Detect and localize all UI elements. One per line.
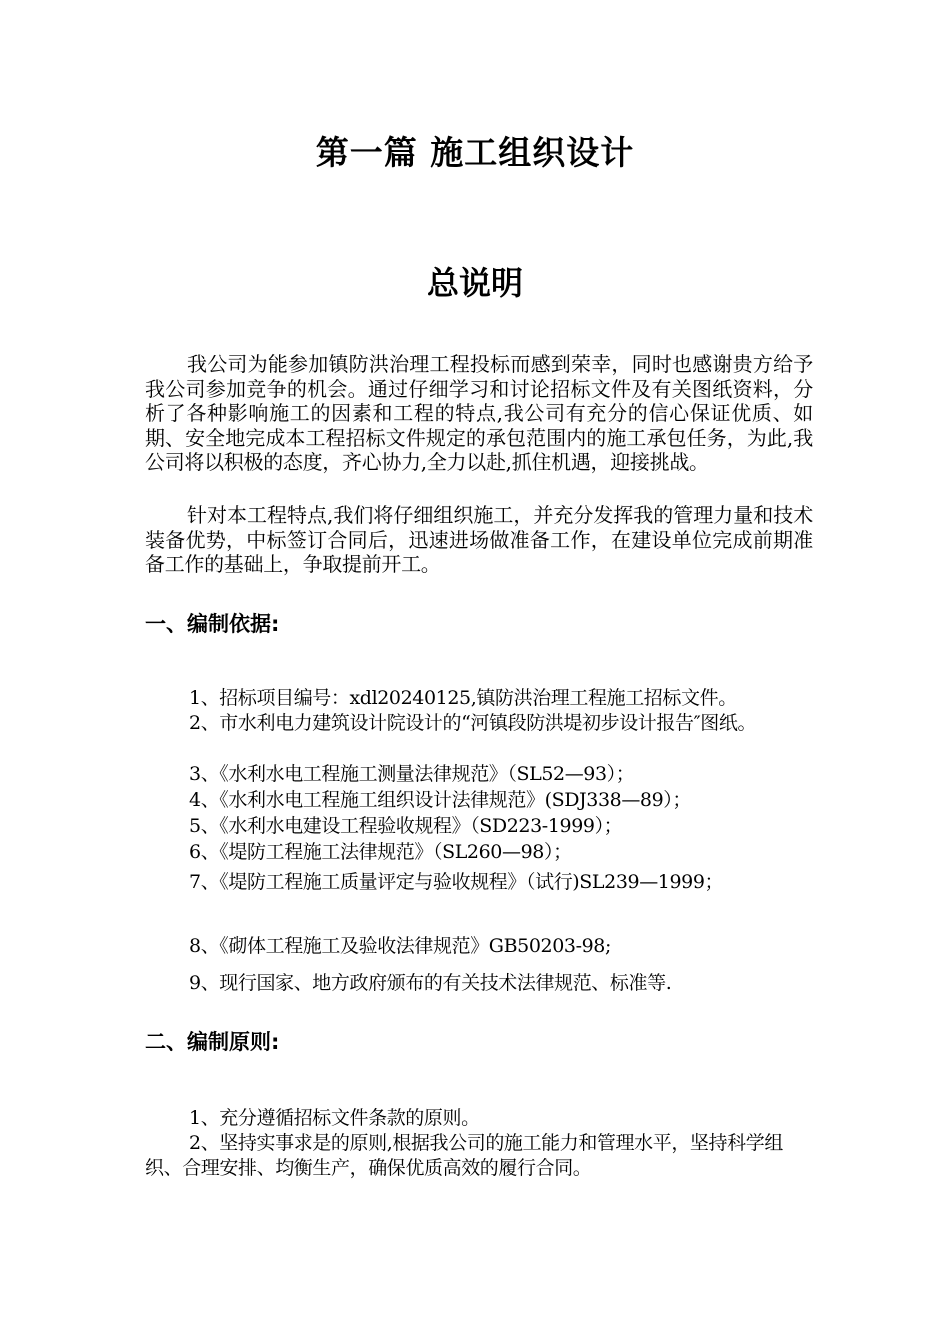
basis-item-6: 6、《堤防工程施工法律规范》（SL260—98）；: [189, 841, 572, 863]
section-heading-basis: 一、编制依据:: [145, 612, 280, 636]
intro-paragraph-2: 针对本工程特点,我们将仔细组织施工，并充分发挥我的管理力量和技术装备优势，中标签订合同后，迅速进场做准备工作，在建设单位完成前期准备工作的基础上，争取提前开工。: [145, 503, 813, 576]
basis-item-2: 2、市水利电力建筑设计院设计的“河镇段防洪堤初步设计报告″图纸。: [189, 712, 757, 734]
basis-item-8: 8、《砌体工程施工及验收法律规范》GB50203-98;: [189, 935, 611, 957]
basis-item-5: 5、《水利水电建设工程验收规程》（SD223-1999）；: [189, 815, 623, 837]
principle-item-2: 2、坚持实事求是的原则,根据我公司的施工能力和管理水平，坚持科学组织、合理安排、均衡生产，确保优质高效的履行合同。: [145, 1132, 783, 1179]
basis-item-7: 7、《堤防工程施工质量评定与验收规程》（试行)SL239—1999；: [189, 871, 724, 893]
document-sub-title: 总说明: [426, 264, 523, 302]
intro-paragraph-1: 我公司为能参加镇防洪治理工程投标而感到荣幸，同时也感谢贵方给予我公司参加竞争的机会。通过仔细学习和讨论招标文件及有关图纸资料，分析了各种影响施工的因素和工程的特点,我公司有充分的信心保证优质、如期、安全地完成本工程招标文件规定的承包范围内的施工承包任务，为此,我公司将以积极的态度，齐心协力,全力以赴,抓住机遇，迎接挑战。: [145, 352, 813, 474]
basis-item-3: 3、《水利水电工程施工测量法律规范》（SL52—93）；: [189, 763, 635, 785]
principle-item-1: 1、充分遵循招标文件条款的原则。: [189, 1107, 480, 1129]
basis-item-4: 4、《水利水电工程施工组织设计法律规范》(SDJ338—89）；: [189, 789, 692, 811]
basis-item-9: 9、现行国家、地方政府颁布的有关技术法律规范、标准等.: [189, 972, 672, 994]
basis-item-1: 1、招标项目编号：xdl20240125,镇防洪治理工程施工招标文件。: [189, 687, 737, 709]
document-main-title: 第一篇 施工组织设计: [315, 133, 635, 172]
section-heading-principles: 二、编制原则:: [145, 1030, 280, 1054]
